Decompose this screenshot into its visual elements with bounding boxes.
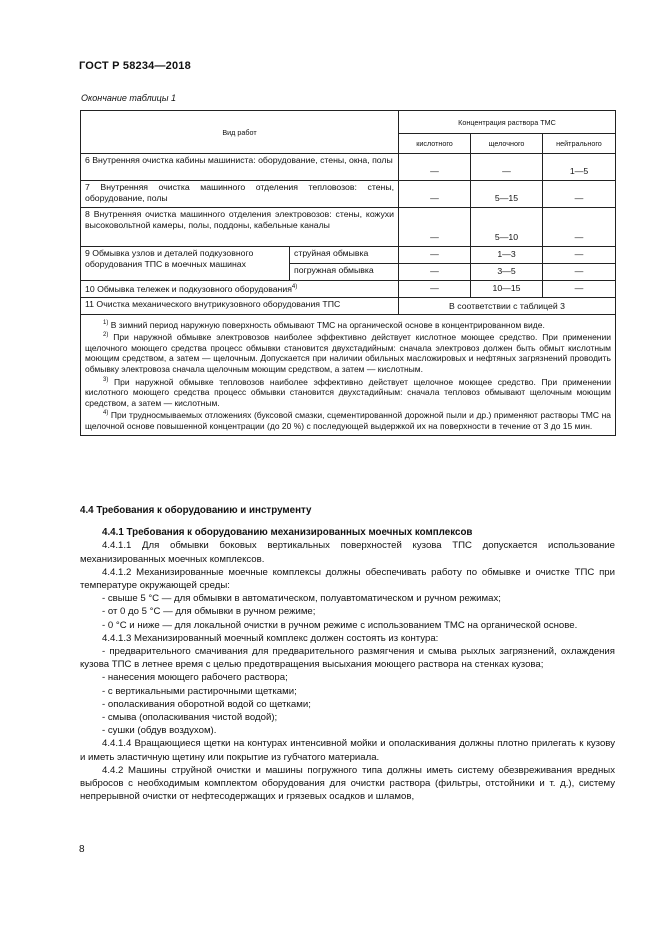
cell-neutral: — [543,264,616,281]
table-row [81,208,616,247]
cell-alkaline: 3—5 [471,264,543,281]
header-neutral: нейтрального [543,134,616,154]
cell-alkaline: — [471,154,543,181]
page-number: 8 [79,844,85,855]
footnote-text: При наружной обмывке электровозов наиболее эффективно действует кислотное моющее средство. При применении щелочного моющего средства процесс обмывки становится двухстадийным: сначала электровоз должен быть обмыт кислотным моющим средством, а затем — щелочным. Допускается при наличии обильных масложировых и нефтяных загрязнений проводить обмывку электровоза сначала щелочным моющим средством, а затем — кислотным. [85,332,611,375]
row-sublabel: погружная обмывка [290,264,399,281]
footnote-text: При трудносмываемых отложениях (буксовой смазки, сцементированной дорожной пыли и др.) применяют растворы ТМС на щелочной основе повышенной концентрации (до 20 %) с последующей выдержкой их на поверхности в течение от 3 до 15 мин. [85,410,611,431]
cell-alkaline: 10—15 [471,281,543,298]
list-item: - от 0 до 5 °С — для обмывки в ручном режиме; [102,606,316,618]
document-id: ГОСТ Р 58234—2018 [79,60,191,72]
cell-neutral: — [543,208,616,247]
table-caption: Окончание таблицы 1 [81,93,176,103]
table-notes-row [81,315,616,436]
list-item: - свыше 5 °С — для обмывки в автоматическом, полуавтоматическом и ручном режимах; [102,593,501,605]
cell-acid: — [399,154,471,181]
header-concentration: Концентрация раствора ТМС [399,111,616,134]
footnote-ref: 4) [291,284,298,290]
header-work-type: Вид работ [81,111,399,154]
row-label: 11 Очистка механического внутрикузовного оборудования ТПС [81,298,399,315]
table-row [81,298,616,315]
cell-neutral: — [543,247,616,264]
table-row [81,154,616,181]
cell-acid: — [399,281,471,298]
section-heading: 4.4 Требования к оборудованию и инструменту [80,505,312,516]
footnote [85,330,611,374]
cell-merged: В соответствии с таблицей 3 [399,298,616,315]
list-item: - предварительного смачивания для предварительного размягчения и смыва рыхлых загрязнений, охлаждения кузова ТПС в летнее время с целью предотвращения высыхания моющего раствора на стенках кузова; [80,646,615,671]
cell-neutral: 1—5 [543,154,616,181]
footnote-number: 3) [103,376,109,383]
table-row [81,281,616,298]
footnote [85,375,611,409]
cell-acid: — [399,247,471,264]
cell-neutral: — [543,281,616,298]
list-item: - сушки (обдув воздухом). [102,725,217,737]
cell-acid: — [399,208,471,247]
list-item: - с вертикальными растирочными щетками; [102,685,297,697]
subsection-heading: 4.4.1 Требования к оборудованию механизированных моечных комплексов [102,527,473,539]
cell-neutral: — [543,181,616,208]
cell-alkaline: 5—10 [471,208,543,247]
cell-acid: — [399,181,471,208]
cell-alkaline: 5—15 [471,181,543,208]
footnote-number: 2) [103,332,109,339]
footnote-number: 4) [103,410,109,417]
footnote-text: В зимний период наружную поверхность обмывают ТМС на органической основе в концентрированном виде. [110,319,545,330]
footnote [85,318,611,330]
footnote [85,408,611,431]
paragraph: 4.4.1.2 Механизированные моечные комплексы должны обеспечивать работу по обмывке и очистке ТПС при температуре окружающей среды: [80,566,615,592]
row-label: 6 Внутренняя очистка кабины машиниста: оборудование, стены, окна, полы [81,154,399,181]
row-label [81,281,399,298]
list-item: - ополаскивания оборотной водой со щетками; [102,698,311,710]
row-label: 9 Обмывка узлов и деталей подкузовного оборудования ТПС в моечных машинах [81,247,290,281]
paragraph: 4.4.1.3 Механизированный моечный комплекс должен состоять из контура: [102,632,439,644]
paragraph: 4.4.1.4 Вращающиеся щетки на контурах интенсивной мойки и ополаскивания должны плотно прилегать к кузову и иметь эластичную щетину или покрытие из губчатого материала. [80,738,615,763]
list-item: - нанесения моющего рабочего раствора; [102,672,288,684]
table-header-row [81,111,616,134]
table-row [81,247,616,264]
table-row [81,181,616,208]
body-text [80,504,615,803]
footnote-number: 1) [103,320,109,326]
list-item: - 0 °С и ниже — для локальной очистки в ручном режиме с использованием ТМС на органической основе. [102,619,578,631]
cell-acid: — [399,264,471,281]
footnote-text: При наружной обмывке тепловозов наиболее эффективно действует щелочное моющее средство. При применении кислотного моющего средства процесс обмывки становится двухстадийным: сначала тепловоз обмывают щелочным моющим средством, а затем — кислотным. [85,376,611,408]
row-label-text: 10 Обмывка тележек и подкузовного оборудования [85,283,292,294]
row-label: 8 Внутренняя очистка машинного отделения электровозов: стены, кожухи высоковольтной камеры, полы, поддоны, кабельные каналы [81,208,399,247]
paragraph: 4.4.2 Машины струйной очистки и машины погружного типа должны иметь систему обезвреживания вредных выбросов с необходимым комплектом оборудования для очистки раствора (фильтры, отстойники и т. д.), систему непрерывной очистки от нефтесодержащих и грязевых осадков и шламов, [80,764,615,803]
header-acid: кислотного [399,134,471,154]
header-alkaline: щелочного [471,134,543,154]
row-sublabel: струйная обмывка [290,247,399,264]
row-label: 7 Внутренняя очистка машинного отделения тепловозов: стены, оборудование, полы [81,181,399,208]
cell-alkaline: 1—3 [471,247,543,264]
table-notes [81,315,616,436]
list-item: - смыва (ополаскивания чистой водой); [102,712,278,724]
concentration-table [80,110,616,436]
paragraph: 4.4.1.1 Для обмывки боковых вертикальных поверхностей кузова ТПС допускается использование механизированных моечных комплексов. [80,540,615,565]
